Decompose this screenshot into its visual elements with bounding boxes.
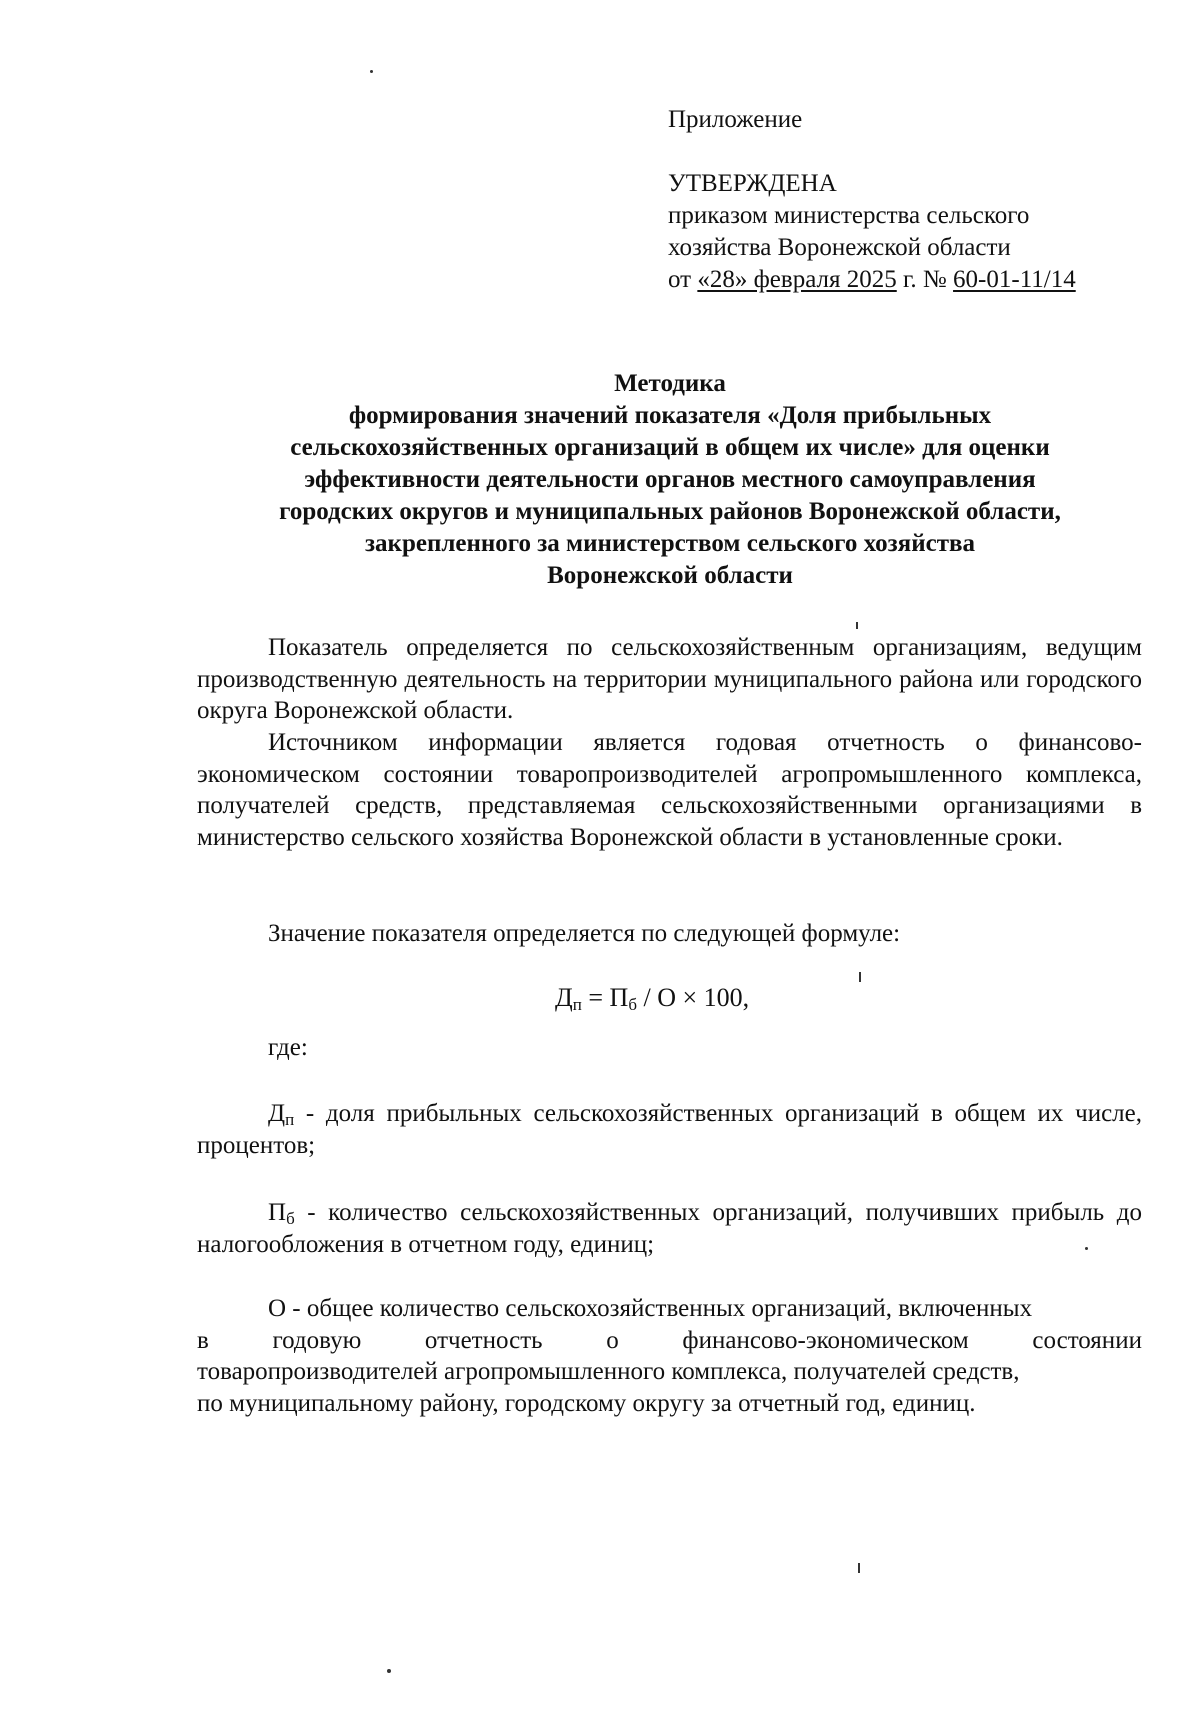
where-label: где:	[268, 1034, 308, 1061]
definition-text: - количество сельскохозяйственных организаций, получивших прибыль до налогообложения в отчетном году, единиц;	[197, 1199, 1142, 1258]
definition-word: о	[606, 1326, 619, 1354]
approval-date-line	[668, 264, 1076, 296]
definition-line: по муниципальному району, городскому округу за отчетный год, единиц.	[197, 1389, 976, 1417]
definition-profitable-count	[197, 1197, 1142, 1260]
document-title	[195, 368, 1145, 592]
scan-mark	[858, 1563, 860, 1573]
definition-word: финансово-экономическом	[682, 1326, 969, 1354]
title-line: Воронежской области	[547, 562, 793, 589]
title-line: сельскохозяйственных организаций в общем их числе» для оценки	[290, 434, 1050, 461]
scan-mark	[859, 972, 861, 982]
paragraph-indicator: Показатель определяется по сельскохозяйственным организациям, ведущим производственную деятельность на территории муниципального района или городского округа Воронежской области.	[197, 634, 1142, 724]
formula-numerator: П	[609, 983, 629, 1012]
paragraph-source: Источником информации является годовая отчетность о финансово-экономическом состоянии товаропроизводителей агропромышленного комплекса, получателей средств, представляемая сельскохозяйственными организациями в министерство сельского хозяйства Воронежской области в установленные сроки.	[197, 729, 1142, 851]
approved-label: УТВЕРЖДЕНА	[668, 170, 837, 197]
definition-word: отчетность	[424, 1326, 543, 1354]
definition-line: товаропроизводителей агропромышленного комплекса, получателей средств,	[197, 1358, 1020, 1385]
paragraph-formula-intro: Значение показателя определяется по следующей формуле:	[268, 920, 901, 947]
approval-block	[668, 104, 1076, 296]
definition-share	[197, 1098, 1142, 1161]
definition-word: годовую	[272, 1326, 362, 1354]
formula-rest: / О × 100,	[636, 983, 750, 1012]
formula-equals: =	[581, 983, 610, 1012]
date-prefix: от	[668, 266, 698, 293]
definition-total-count	[197, 1293, 1142, 1419]
definition-text: - доля прибыльных сельскохозяйственных организаций в общем их числе, процентов;	[197, 1100, 1142, 1159]
approval-order-line-1: приказом министерства сельского	[668, 202, 1030, 229]
title-heading: Методика	[614, 370, 726, 397]
formula	[555, 983, 749, 1013]
definition-line	[197, 1325, 1142, 1357]
title-line: закрепленного за министерством сельского хозяйства	[365, 530, 975, 557]
scan-mark	[387, 1669, 391, 1673]
appendix-label: Приложение	[668, 106, 803, 133]
order-date: «28» февраля 2025	[697, 266, 897, 293]
formula-lhs-subscript: п	[572, 995, 582, 1014]
definition-symbol: П	[268, 1199, 287, 1226]
definition-line: О - общее количество сельскохозяйственных организаций, включенных	[268, 1295, 1033, 1322]
definition-subscript: п	[285, 1110, 295, 1129]
title-line: формирования значений показателя «Доля прибыльных	[348, 402, 992, 429]
title-line: городских округов и муниципальных районов Воронежской области,	[279, 498, 1061, 525]
definition-symbol: Д	[268, 1100, 286, 1127]
definition-word: в	[197, 1326, 209, 1354]
definition-word: состоянии	[1032, 1326, 1142, 1354]
approval-order-line-2: хозяйства Воронежской области	[668, 234, 1011, 261]
scan-mark	[856, 622, 858, 629]
title-line: эффективности деятельности органов местного самоуправления	[304, 466, 1036, 493]
date-suffix: г. №	[896, 266, 954, 293]
definition-subscript: б	[286, 1209, 295, 1228]
scan-mark	[370, 70, 373, 73]
order-number: 60-01-11/14	[953, 266, 1076, 293]
formula-lhs: Д	[555, 983, 573, 1012]
formula-numerator-subscript: б	[628, 995, 637, 1014]
